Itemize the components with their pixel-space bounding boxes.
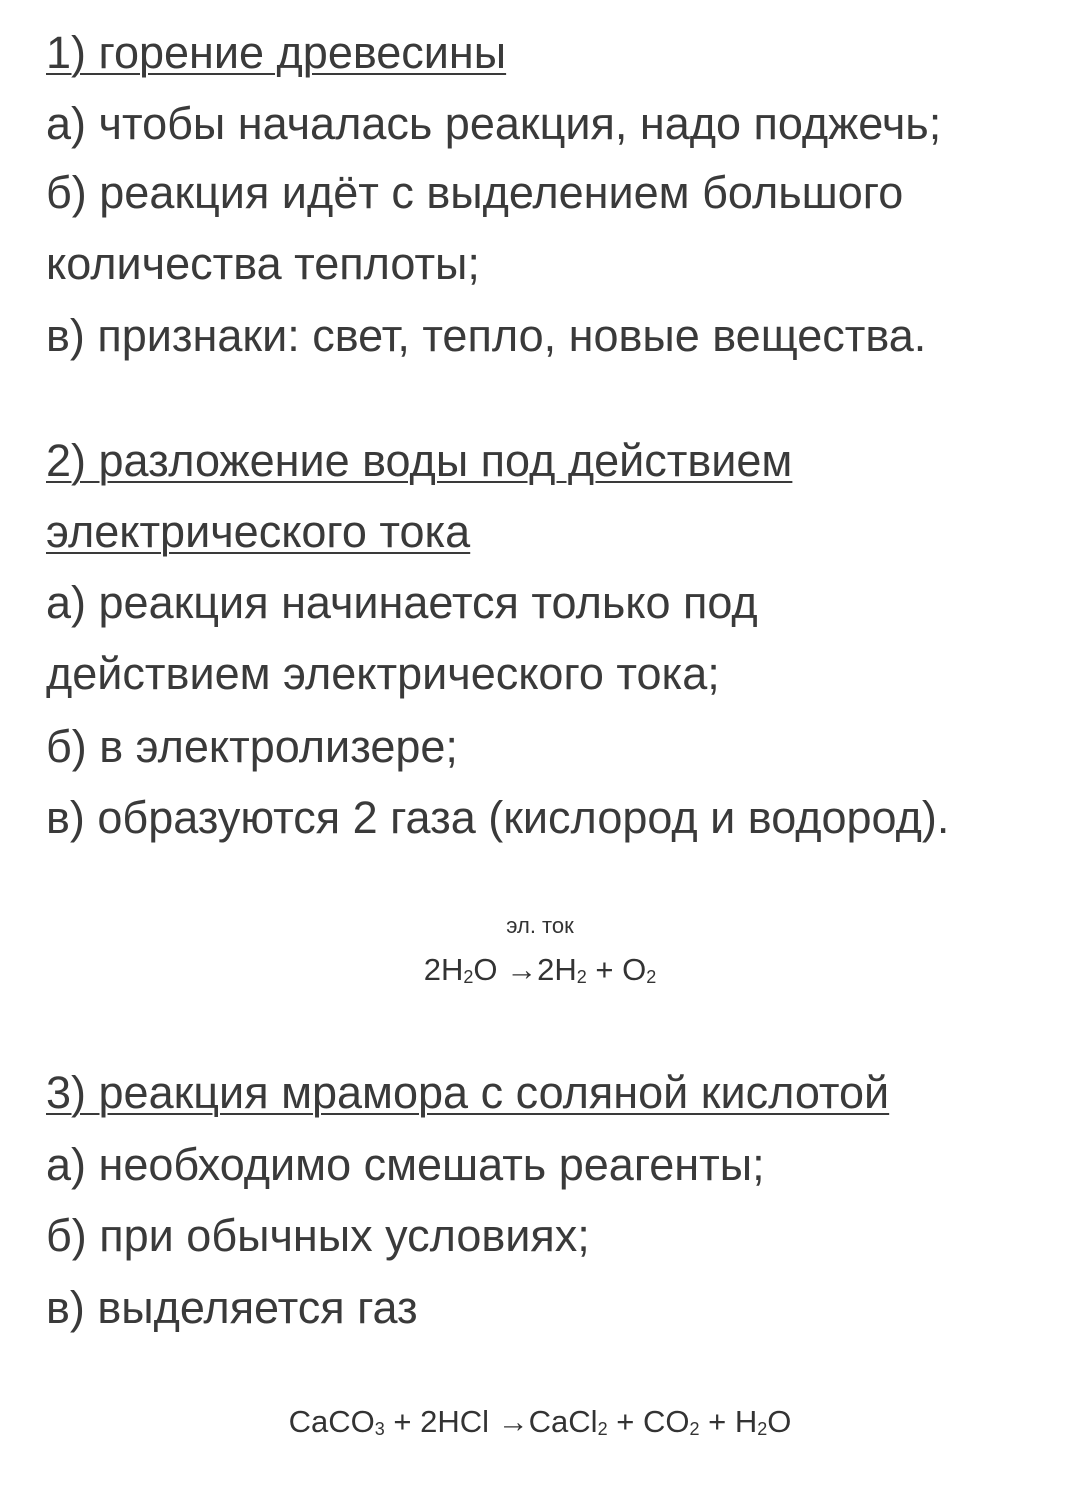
equation-condition: эл. ток: [506, 913, 574, 938]
section-2-title-line1: 2) разложение воды под действием: [46, 435, 793, 486]
equation-term: O: [622, 952, 647, 987]
reaction-arrow: →: [497, 1404, 529, 1439]
section-2-title-line2: электрического тока: [46, 506, 471, 557]
equation-term: CaCl: [528, 1404, 598, 1439]
equation-plus: +: [708, 1404, 727, 1439]
equation-subscript: 2: [463, 967, 474, 987]
section-3-item-c: в) выделяется газ: [46, 1282, 418, 1333]
equation-subscript: 3: [374, 1419, 385, 1439]
section-1-item-b-line1: б) реакция идёт с выделением большого: [46, 167, 904, 218]
equation-term: 2H: [423, 952, 464, 987]
water-electrolysis-equation: [0, 952, 1080, 988]
section-2-item-c: в) образуются 2 газа (кислород и водород).: [46, 792, 950, 843]
section-2-item-a-line2: действием электрического тока;: [46, 648, 720, 699]
section-3-title: 3) реакция мрамора с соляной кислотой: [46, 1067, 890, 1118]
marble-reaction-equation: [0, 1404, 1080, 1440]
equation-term: O: [767, 1404, 792, 1439]
section-2-item-a-line1: а) реакция начинается только под: [46, 577, 758, 628]
equation-subscript: 2: [597, 1419, 608, 1439]
equation-term: 2H: [537, 952, 577, 987]
equation-plus: +: [616, 1404, 635, 1439]
section-3-item-b: б) при обычных условиях;: [46, 1210, 590, 1261]
equation-subscript: 2: [757, 1419, 768, 1439]
equation-plus: +: [393, 1404, 412, 1439]
equation-term: CaCO: [288, 1404, 375, 1439]
section-3-item-a: а) необходимо смешать реагенты;: [46, 1139, 765, 1190]
section-1-item-a: а) чтобы началась реакция, надо поджечь;: [46, 98, 942, 149]
equation-term: H: [734, 1404, 758, 1439]
section-1-item-c: в) признаки: свет, тепло, новые вещества.: [46, 310, 927, 361]
equation-term: CO: [642, 1404, 690, 1439]
section-1-title: 1) горение древесины: [46, 27, 507, 78]
section-2-item-b: б) в электролизере;: [46, 721, 458, 772]
reaction-arrow: →: [506, 952, 538, 987]
equation-plus: +: [595, 952, 614, 987]
equation-subscript: 2: [646, 967, 657, 987]
equation-subscript: 2: [689, 1419, 700, 1439]
equation-subscript: 2: [576, 967, 587, 987]
equation-term: O: [473, 952, 498, 987]
section-1-item-b-line2: количества теплоты;: [46, 238, 480, 289]
equation-term: 2HCl: [420, 1404, 490, 1439]
